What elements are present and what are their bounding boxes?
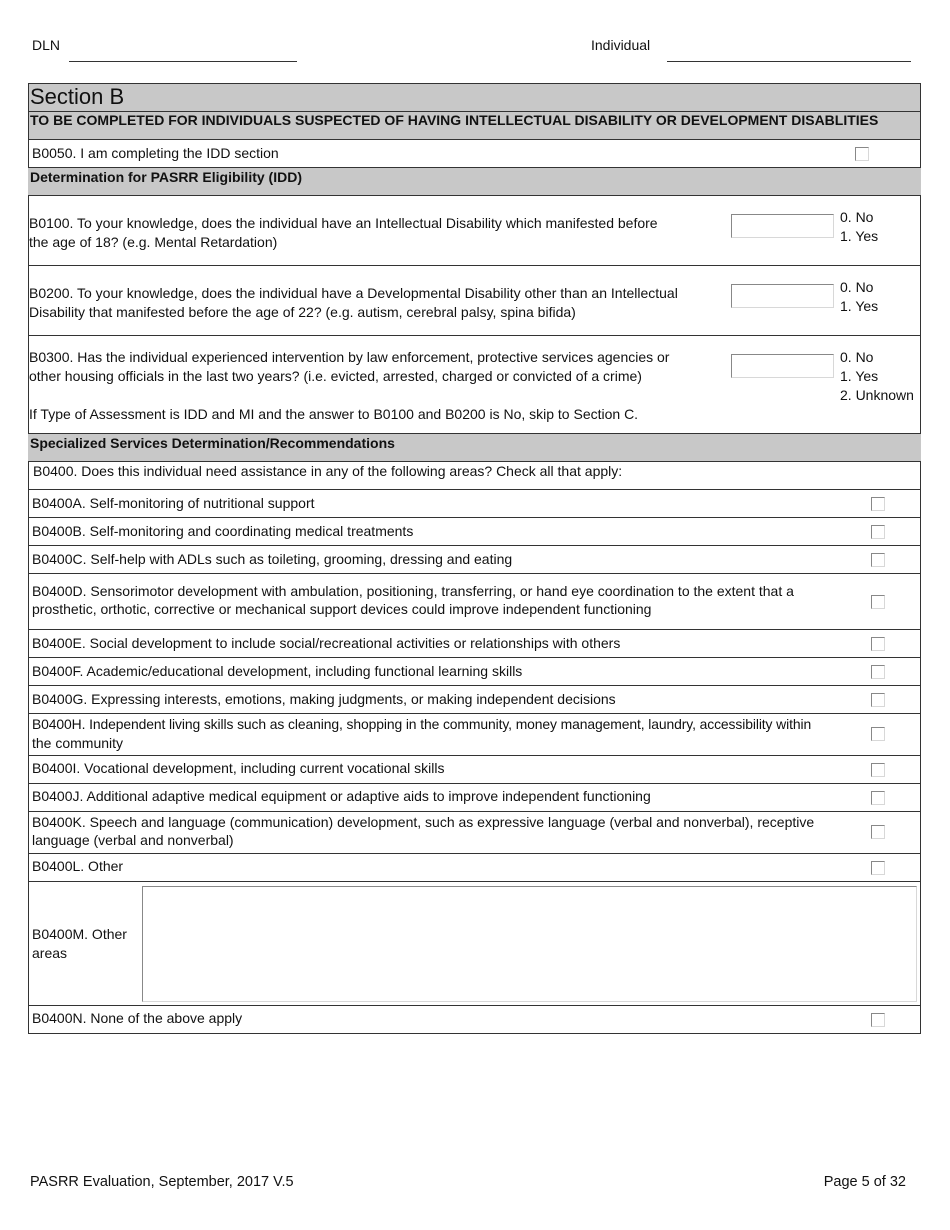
b0400b-checkbox[interactable]	[871, 525, 885, 539]
b0400c-checkbox[interactable]	[871, 553, 885, 567]
b0300-question-line2: other housing officials in the last two years? (i.e. evicted, arrested, charged or convicted of a crime)	[29, 368, 642, 384]
b0400m-label-line2: areas	[32, 945, 68, 961]
b0400-question-row	[28, 461, 921, 489]
b0400h-checkbox[interactable]	[871, 727, 885, 741]
b0300-answer-input[interactable]	[731, 354, 834, 378]
b0400h-label-line2: the community	[32, 735, 124, 751]
dln-field[interactable]	[69, 61, 297, 62]
b0400c-row	[28, 545, 921, 573]
b0400i-label: B0400I. Vocational development, including current vocational skills	[32, 760, 445, 776]
b0100-row	[28, 195, 921, 265]
b0300-question-line1: B0300. Has the individual experienced intervention by law enforcement, protective services agencies or	[29, 349, 670, 365]
b0400m-row	[28, 881, 921, 1005]
b0100-question-line1: B0100. To your knowledge, does the individual have an Intellectual Disability which manifested before	[29, 215, 658, 231]
b0400n-checkbox[interactable]	[871, 1013, 885, 1027]
b0400l-checkbox[interactable]	[871, 861, 885, 875]
b0400n-label: B0400N. None of the above apply	[32, 1010, 243, 1026]
b0400i-checkbox[interactable]	[871, 763, 885, 777]
b0400g-row	[28, 685, 921, 713]
specialized-heading: Specialized Services Determination/Recommendations	[30, 435, 395, 451]
b0050-row	[28, 139, 921, 167]
eligibility-heading-row	[28, 167, 921, 195]
b0300-row	[28, 335, 921, 433]
b0400e-checkbox[interactable]	[871, 637, 885, 651]
b0100-answer-input[interactable]	[731, 214, 834, 238]
b0400i-row	[28, 755, 921, 783]
footer-form-version: PASRR Evaluation, September, 2017 V.5	[30, 1174, 294, 1190]
b0300-skip-note: If Type of Assessment is IDD and MI and the answer to B0100 and B0200 is No, skip to Section C.	[29, 406, 639, 422]
b0400e-row	[28, 629, 921, 657]
b0300-option-no: 0. No	[840, 349, 874, 365]
b0400k-checkbox[interactable]	[871, 825, 885, 839]
b0400f-label: B0400F. Academic/educational development, including functional learning skills	[32, 663, 523, 679]
specialized-heading-row	[28, 433, 921, 461]
b0100-option-no: 0. No	[840, 209, 874, 225]
b0400a-checkbox[interactable]	[871, 497, 885, 511]
b0400f-checkbox[interactable]	[871, 665, 885, 679]
b0400h-row	[28, 713, 921, 755]
b0400k-row	[28, 811, 921, 853]
b0400-question: B0400. Does this individual need assistance in any of the following areas? Check all that apply:	[33, 463, 623, 479]
b0400f-row	[28, 657, 921, 685]
b0400a-label: B0400A. Self-monitoring of nutritional support	[32, 495, 315, 511]
b0200-question-line2: Disability that manifested before the age of 22? (e.g. autism, cerebral palsy, spina bifida)	[29, 304, 576, 320]
b0400g-checkbox[interactable]	[871, 693, 885, 707]
b0400h-label-line1: B0400H. Independent living skills such as cleaning, shopping in the community, money management, laundry, accessibility within	[32, 716, 812, 732]
b0400a-row	[28, 489, 921, 517]
dln-label: DLN	[32, 37, 61, 53]
b0200-option-no: 0. No	[840, 279, 874, 295]
individual-label: Individual	[591, 37, 651, 53]
b0400b-label: B0400B. Self-monitoring and coordinating medical treatments	[32, 523, 414, 539]
b0200-row	[28, 265, 921, 335]
b0400m-other-areas-textarea[interactable]	[142, 886, 917, 1002]
b0400k-label-line2: language (verbal and nonverbal)	[32, 832, 234, 848]
b0300-option-yes: 1. Yes	[840, 368, 879, 384]
b0050-checkbox[interactable]	[855, 147, 869, 161]
footer-page-number: Page 5 of 32	[823, 1174, 906, 1190]
b0400d-label-line2: prosthetic, orthotic, corrective or mechanical support devices could improve independent functioning	[32, 601, 652, 617]
b0050-label: B0050. I am completing the IDD section	[32, 145, 279, 161]
b0400l-row	[28, 853, 921, 881]
b0400j-row	[28, 783, 921, 811]
b0400c-label: B0400C. Self-help with ADLs such as toileting, grooming, dressing and eating	[32, 551, 513, 567]
b0400d-row	[28, 573, 921, 629]
section-title: Section B	[30, 84, 125, 109]
eligibility-heading: Determination for PASRR Eligibility (IDD)	[30, 169, 302, 185]
b0400b-row	[28, 517, 921, 545]
b0400d-label-line1: B0400D. Sensorimotor development with ambulation, positioning, transferring, or hand eye coordination to the extent that a	[32, 583, 794, 599]
b0400l-label: B0400L. Other	[32, 858, 124, 874]
section-subtitle: TO BE COMPLETED FOR INDIVIDUALS SUSPECTED OF HAVING INTELLECTUAL DISABILITY OR DEVELOPMENT DISABLITIES	[30, 112, 879, 128]
b0300-option-unknown: 2. Unknown	[840, 387, 914, 403]
b0400m-label-line1: B0400M. Other	[32, 926, 127, 942]
b0100-option-yes: 1. Yes	[840, 228, 879, 244]
divider	[28, 111, 921, 112]
b0400d-checkbox[interactable]	[871, 595, 885, 609]
b0200-answer-input[interactable]	[731, 284, 834, 308]
b0400j-label: B0400J. Additional adaptive medical equipment or adaptive aids to improve independent functioning	[32, 788, 651, 804]
b0200-question-line1: B0200. To your knowledge, does the individual have a Developmental Disability other than an Intellectual	[29, 285, 678, 301]
b0200-option-yes: 1. Yes	[840, 298, 879, 314]
b0400j-checkbox[interactable]	[871, 791, 885, 805]
b0400k-label-line1: B0400K. Speech and language (communication) development, such as expressive language (verbal and nonverbal), receptive	[32, 814, 815, 830]
b0400g-label: B0400G. Expressing interests, emotions, making judgments, or making independent decisions	[32, 691, 616, 707]
b0400n-row	[28, 1005, 921, 1033]
b0100-question-line2: the age of 18? (e.g. Mental Retardation)	[29, 234, 278, 250]
b0400e-label: B0400E. Social development to include social/recreational activities or relationships with others	[32, 635, 621, 651]
individual-field[interactable]	[667, 61, 911, 62]
